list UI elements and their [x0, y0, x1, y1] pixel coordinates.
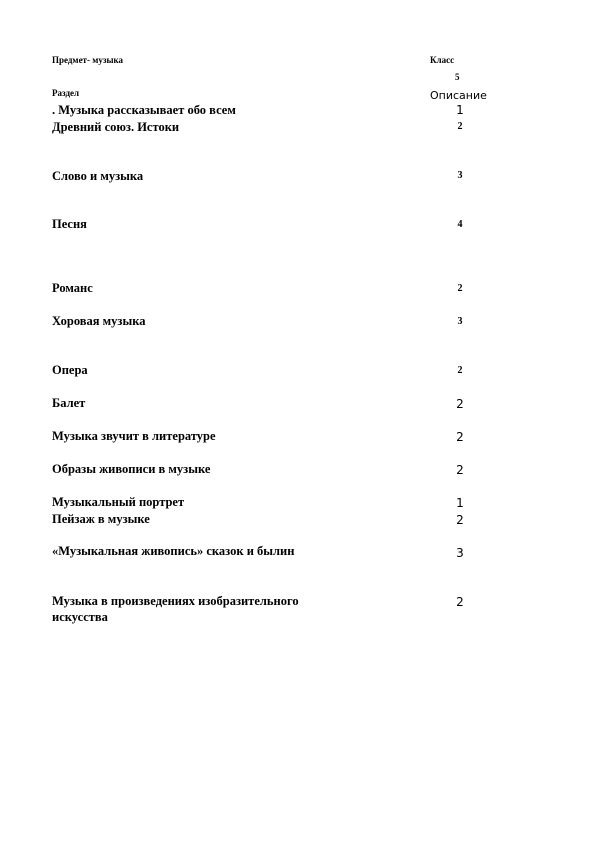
- topic-12: Пейзаж в музыке: [52, 512, 150, 526]
- hours-2: 2: [457, 121, 463, 132]
- class-label: Класс: [430, 55, 455, 65]
- topic-14: Музыка в произведениях изобразительного искусства: [52, 594, 299, 624]
- subject-label: Предмет- музыка: [52, 55, 124, 65]
- hours-9: 2: [456, 430, 464, 444]
- topic-13: «Музыкальная живопись» сказок и былин: [52, 544, 295, 558]
- hours-8: 2: [456, 397, 464, 411]
- hours-11: 1: [456, 496, 464, 510]
- hours-3: 3: [457, 170, 463, 181]
- hours-14: 2: [456, 595, 464, 609]
- description-header-clip: [430, 86, 492, 104]
- hours-12: 2: [456, 513, 464, 527]
- topic-1: . Музыка рассказывает обо всем: [52, 103, 236, 117]
- topic-11: Музыкальный портрет: [52, 495, 185, 509]
- hours-13: 3: [456, 546, 464, 560]
- topic-7: Опера: [52, 363, 88, 377]
- hours-10: 2: [456, 463, 464, 477]
- section-label: Раздел: [52, 88, 80, 98]
- topic-10: Образы живописи в музыке: [52, 462, 211, 476]
- topic-4: Песня: [52, 217, 87, 231]
- hours-4: 4: [457, 219, 463, 230]
- topic-5: Романс: [52, 281, 93, 295]
- topic-8: Балет: [52, 396, 86, 410]
- hours-1: 1: [456, 103, 464, 117]
- topic-3: Слово и музыка: [52, 169, 144, 183]
- topic-6: Хоровая музыка: [52, 314, 146, 328]
- hours-5: 2: [457, 283, 463, 294]
- topic-9: Музыка звучит в литературе: [52, 429, 216, 443]
- hours-6: 3: [457, 316, 463, 327]
- topic-2: Древний союз. Истоки: [52, 120, 180, 134]
- description-label: Описание: [430, 89, 487, 102]
- class-value: 5: [455, 72, 460, 82]
- hours-7: 2: [457, 365, 463, 376]
